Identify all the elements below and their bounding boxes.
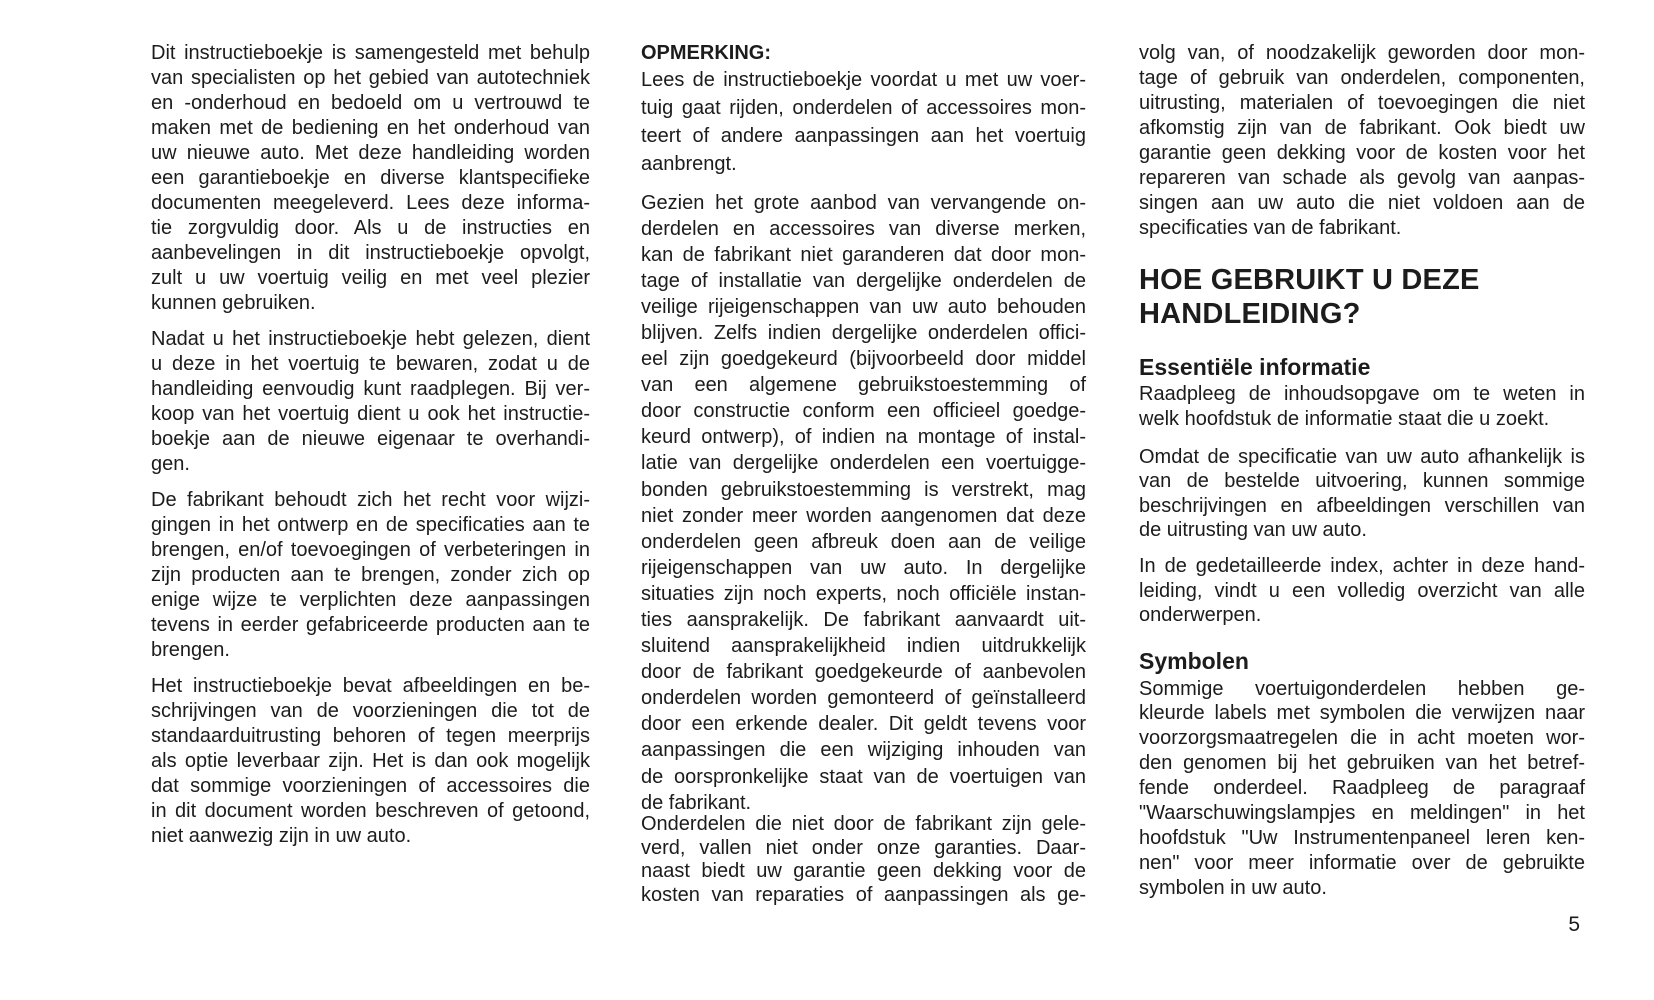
text-line: van een algemene gebruikstoestemming of	[641, 374, 1086, 397]
text-line: door een erkende dealer. Dit geldt tevens voor	[641, 713, 1086, 736]
text-line: en -onderhoud en bedoeld om u vertrouwd te	[151, 91, 590, 114]
text-line: in dit document worden beschreven of getoond,	[151, 799, 590, 822]
text-line: dat sommige voorzieningen of accessoires die	[151, 774, 590, 797]
text-line: tevens in eerder gefabriceerde producten aan te	[151, 613, 590, 636]
text-line: latie van dergelijke onderdelen een voertuigge-	[641, 452, 1086, 475]
text-line: uitrusting, materialen of toevoegingen die niet	[1139, 91, 1585, 114]
text-line: aanpassingen die een wijziging inhouden van	[641, 739, 1086, 762]
text-line: rijeigenschappen van uw auto. In dergelijke	[641, 556, 1086, 579]
text-line: aanbrengt.	[641, 153, 737, 176]
text-line: teert of andere aanpassingen aan het voertuig	[641, 125, 1086, 148]
text-line: van de bestelde uitvoering, kunnen sommige	[1139, 470, 1585, 493]
text-line: leiding, vindt u een volledig overzicht van alle	[1139, 579, 1585, 602]
text-line: niet aanwezig zijn in uw auto.	[151, 825, 412, 848]
text-line: onderdelen worden gemonteerd of geïnstalleerd	[641, 687, 1086, 710]
text-line: tage of installatie van dergelijke onderdelen de	[641, 269, 1086, 292]
text-line: u deze in het voertuig te bewaren, zodat u de	[151, 353, 590, 375]
section-heading-line: HOE GEBRUIKT U DEZE	[1139, 264, 1480, 296]
text-line: Omdat de specificatie van uw auto afhankelijk is	[1139, 445, 1585, 468]
text-line: de oorspronkelijke staat van de voertuigen van	[641, 765, 1086, 788]
text-line: van specialisten op het gebied van autotechniek	[151, 66, 590, 89]
text-line: boekje aan de nieuwe eigenaar te overhandi-	[151, 428, 590, 450]
text-line: verd, vallen niet onder onze garanties. Daar-	[641, 836, 1086, 859]
text-line: Dit instructieboekje is samengesteld met behulp	[151, 41, 590, 64]
text-line: kleurde labels met symbolen die verwijzen naar	[1139, 702, 1585, 725]
text-line: tage of gebruik van onderdelen, componenten,	[1139, 66, 1585, 89]
text-line: de uitrusting van uw auto.	[1139, 519, 1367, 542]
text-line: door constructie conform een officieel goedge-	[641, 400, 1086, 423]
text-line: onderdelen geen afbreuk doen aan de veilige	[641, 530, 1086, 553]
text-line: de fabrikant.	[641, 791, 752, 814]
text-line: afkomstig zijn van de fabrikant. Ook biedt uw	[1139, 116, 1585, 139]
text-line: ties aansprakelijk. De fabrikant aanvaardt uit-	[641, 609, 1086, 631]
section-heading	[1139, 264, 1585, 331]
page-number: 5	[1568, 913, 1580, 936]
text-line: gen.	[151, 453, 190, 475]
text-line: aanbevelingen in dit instructieboekje opvolgt,	[151, 242, 590, 265]
text-line: brengen, en/of toevoegingen of verbeteringen in	[151, 538, 590, 561]
symbols-heading: Symbolen	[1139, 648, 1249, 674]
text-line: kosten van reparaties of aanpassingen als ge-	[641, 883, 1086, 906]
text-line: enige wijze te verplichten deze aanpassingen	[151, 588, 590, 611]
equipment-paragraph	[151, 674, 590, 850]
text-line: koop van het voertuig dient u ook het instructie-	[151, 403, 590, 425]
text-line: nen" voor meer informatie over de gebruikte	[1139, 851, 1585, 874]
text-line: uw nieuwe auto. Met deze handleiding worden	[151, 141, 590, 164]
text-line: sluitend aansprakelijkheid indien uitdrukkelijk	[641, 635, 1086, 658]
toc-paragraph	[1139, 382, 1585, 433]
symbols-paragraph	[1139, 677, 1585, 901]
manufacturer-rights-paragraph	[151, 488, 590, 663]
warranty-paragraph	[641, 813, 1086, 907]
text-line: als optie leverbaar zijn. Het is dan ook mogelijk	[151, 749, 590, 772]
text-line: tie zorgvuldig door. Als u de instructies en	[151, 217, 590, 240]
text-line: In de gedetailleerde index, achter in deze hand-	[1139, 555, 1585, 577]
aftermarket-parts-paragraph	[641, 190, 1086, 816]
text-line: fende onderdeel. Raadpleeg de paragraaf	[1139, 777, 1585, 800]
text-line: singen aan uw auto die niet voldoen aan de	[1139, 191, 1585, 214]
text-line: kunnen gebruiken.	[151, 292, 316, 315]
text-line: voorzorgsmaatregelen die in acht moeten wor-	[1139, 727, 1585, 750]
note-heading: OPMERKING:	[641, 42, 771, 64]
text-line: Onderdelen die niet door de fabrikant zijn gele-	[641, 813, 1086, 835]
text-line: Nadat u het instructieboekje hebt gelezen, dient	[151, 328, 590, 350]
text-line: Gezien het grote aanbod van vervangende on-	[641, 191, 1086, 214]
intro-paragraph	[151, 41, 590, 317]
text-line: zijn producten aan te brengen, zonder zich op	[151, 563, 590, 586]
essential-info-heading: Essentiële informatie	[1139, 353, 1371, 380]
text-line: blijven. Zelfs indien dergelijke onderdelen offici-	[641, 321, 1086, 344]
text-line: zult u uw voertuig veilig en met veel plezier	[151, 267, 590, 290]
warranty-continued-paragraph	[1139, 41, 1585, 241]
text-line: Het instructieboekje bevat afbeeldingen en be-	[151, 674, 590, 697]
text-line: gingen in het ontwerp en de specificaties aan te	[151, 513, 590, 536]
text-line: garantie geen dekking voor de kosten voor het	[1139, 141, 1585, 164]
text-line: kan de fabrikant niet garanderen dat door mon-	[641, 243, 1086, 266]
text-line: standaarduitrusting behoren of tegen meerprijs	[151, 724, 590, 747]
text-line: "Waarschuwingslampjes en meldingen" in het	[1139, 802, 1585, 825]
text-line: beschrijvingen en afbeeldingen verschillen van	[1139, 494, 1585, 517]
text-line: schrijvingen van de voorzieningen die tot de	[151, 699, 590, 722]
text-line: den genomen bij het gebruiken van het betref-	[1139, 752, 1585, 775]
text-line: niet zonder meer worden aangenomen dat deze	[641, 504, 1086, 527]
text-line: maken met de bediening en het onderhoud van	[151, 116, 590, 139]
text-line: symbolen in uw auto.	[1139, 876, 1327, 899]
text-line: veilige rijeigenschappen van uw auto behouden	[641, 295, 1086, 318]
text-line: specificaties van de fabrikant.	[1139, 216, 1402, 239]
text-line: situaties zijn noch experts, noch officiële instan-	[641, 582, 1086, 605]
text-line: door de fabrikant goedgekeurde of aanbevolen	[641, 661, 1086, 684]
text-line: brengen.	[151, 638, 230, 661]
text-line: Lees de instructieboekje voordat u met uw voer-	[641, 69, 1086, 91]
text-line: derdelen en accessoires van diverse merken,	[641, 217, 1086, 240]
text-line: documenten meegeleverd. Lees deze informa-	[151, 192, 590, 215]
text-line: eel zijn goedgekeurd (bijvoorbeeld door middel	[641, 348, 1086, 371]
storage-paragraph	[151, 327, 590, 477]
text-line: tuig gaat rijden, onderdelen of accessoires mon-	[641, 97, 1086, 120]
text-line: onderwerpen.	[1139, 604, 1262, 627]
specification-paragraph	[1139, 445, 1585, 543]
text-line: naast biedt uw garantie geen dekking voor de	[641, 860, 1086, 882]
text-line: repareren van schade als gevolg van aanpas-	[1139, 166, 1585, 189]
text-line: Sommige voertuigonderdelen hebben ge-	[1139, 677, 1585, 700]
text-line: hoofdstuk "Uw Instrumentenpaneel leren ken-	[1139, 826, 1585, 849]
text-line: De fabrikant behoudt zich het recht voor wijzi-	[151, 488, 590, 511]
note-paragraph	[641, 66, 1086, 178]
section-heading-line: HANDLEIDING?	[1139, 297, 1361, 330]
text-line: bonden gebruikstoestemming is verstrekt, mag	[641, 478, 1086, 501]
text-line: welk hoofdstuk de informatie staat die u zoekt.	[1139, 408, 1550, 431]
text-line: keurd ontwerp), of indien na montage of instal-	[641, 426, 1086, 449]
text-line: handleiding eenvoudig kunt raadplegen. Bij ver-	[151, 378, 590, 400]
index-paragraph	[1139, 554, 1585, 628]
text-line: een garantieboekje en diverse klantspecifieke	[151, 166, 590, 189]
text-line: Raadpleeg de inhoudsopgave om te weten in	[1139, 383, 1585, 405]
text-line: volg van, of noodzakelijk geworden door mon-	[1139, 41, 1585, 64]
